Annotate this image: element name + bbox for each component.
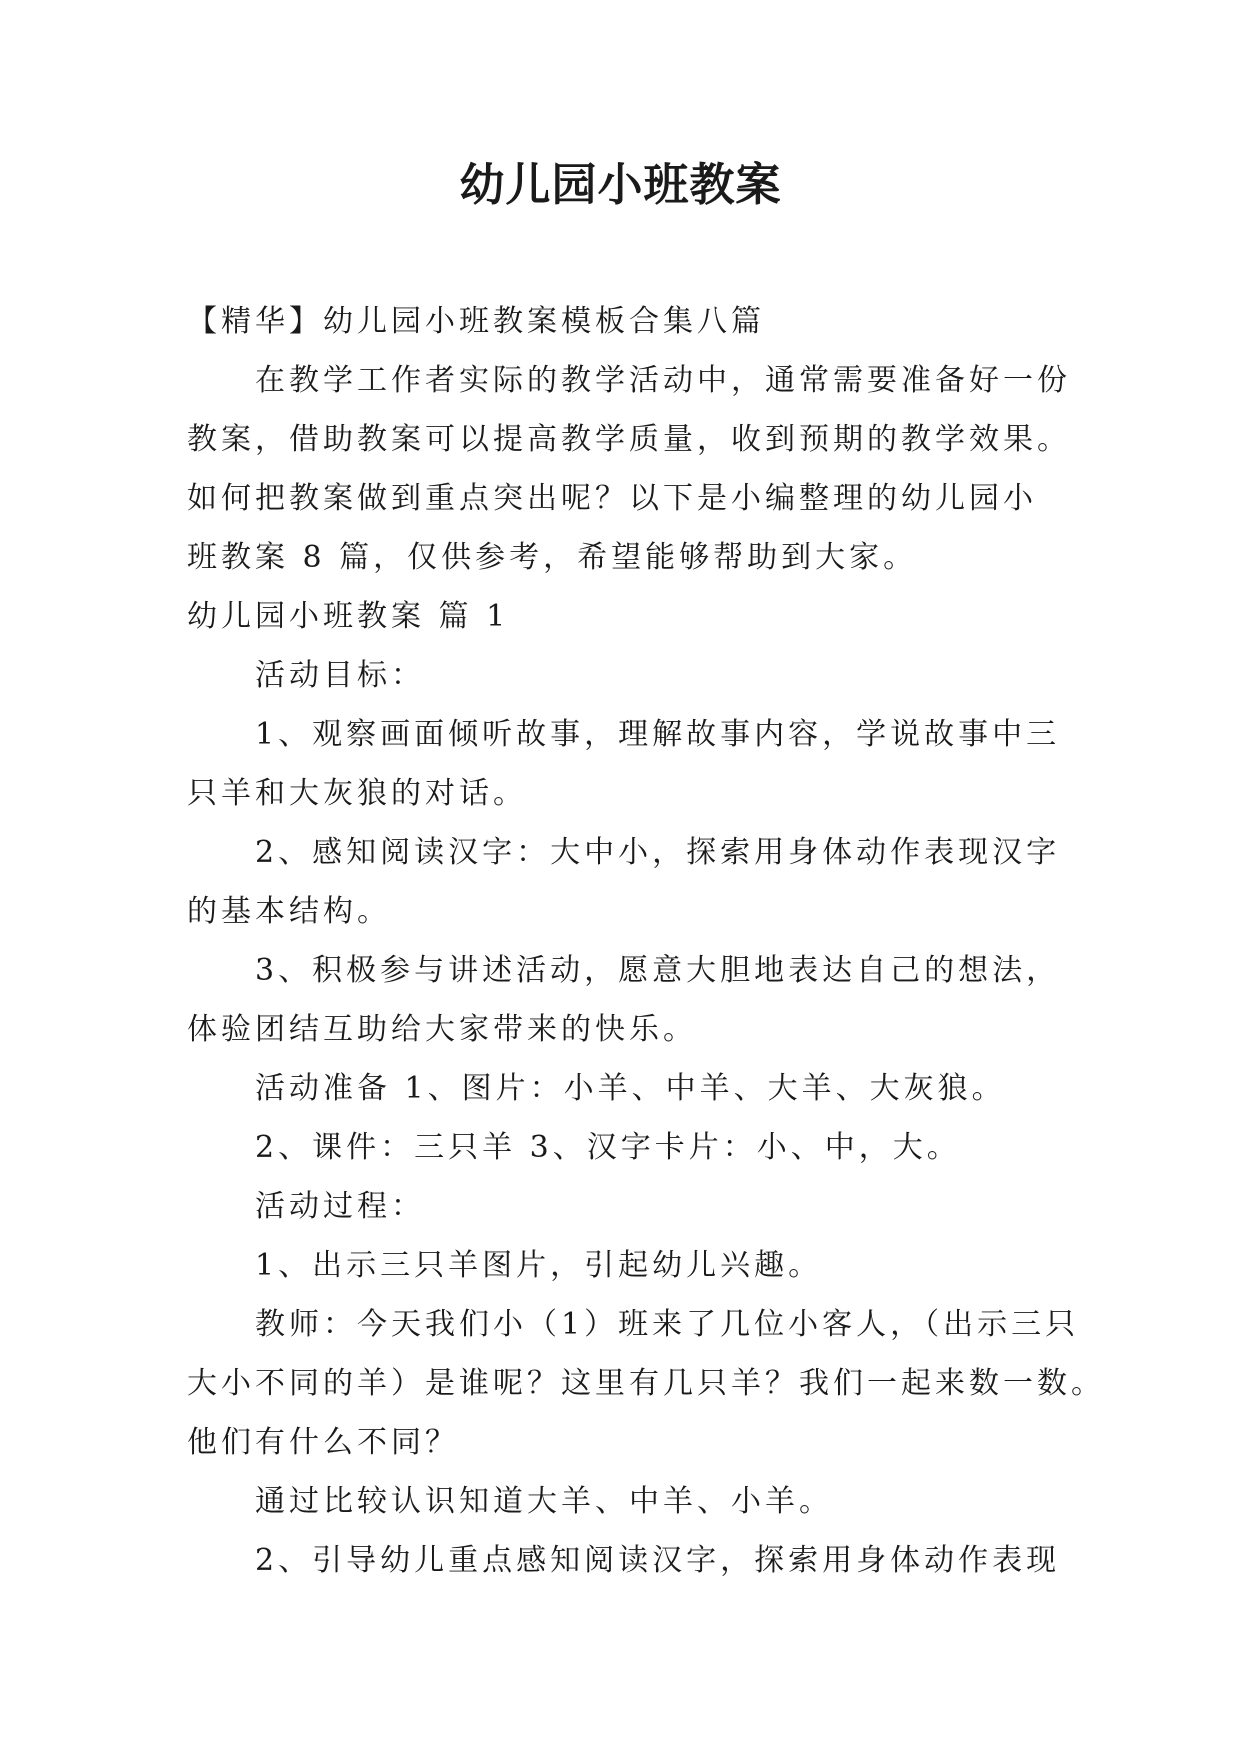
paragraph-line: 只羊和大灰狼的对话。 bbox=[187, 776, 527, 811]
paragraph-line: 3、积极参与讲述活动，愿意大胆地表达自己的想法， bbox=[255, 953, 1061, 988]
paragraph-line: 教师：今天我们小（1）班来了几位小客人，（出示三只 bbox=[255, 1307, 1080, 1342]
paragraph-line: 他们有什么不同？ bbox=[187, 1425, 459, 1460]
document-body bbox=[187, 292, 1105, 1590]
paragraph-line: 的基本结构。 bbox=[187, 894, 391, 929]
paragraph-line: 班教案 8 篇，仅供参考，希望能够帮助到大家。 bbox=[187, 540, 918, 575]
paragraph-line: 体验团结互助给大家带来的快乐。 bbox=[187, 1012, 697, 1047]
paragraph-line: 如何把教案做到重点突出呢？以下是小编整理的幼儿园小 bbox=[187, 481, 1037, 516]
page-title: 幼儿园小班教案 bbox=[459, 158, 782, 211]
paragraph-line: 在教学工作者实际的教学活动中，通常需要准备好一份 bbox=[255, 363, 1071, 398]
paragraph-line: 大小不同的羊）是谁呢？这里有几只羊？我们一起来数一数。 bbox=[187, 1366, 1105, 1401]
paragraph-line: 活动过程： bbox=[255, 1189, 425, 1224]
paragraph-line: 活动准备 1、图片：小羊、中羊、大羊、大灰狼。 bbox=[255, 1071, 1006, 1106]
paragraph-line: 教案，借助教案可以提高教学质量，收到预期的教学效果。 bbox=[187, 422, 1071, 457]
paragraph-line: 活动目标： bbox=[255, 658, 425, 693]
paragraph-line: 1、出示三只羊图片，引起幼儿兴趣。 bbox=[255, 1248, 823, 1283]
paragraph-line: 1、观察画面倾听故事，理解故事内容，学说故事中三 bbox=[255, 717, 1061, 752]
paragraph-line: 2、感知阅读汉字：大中小，探索用身体动作表现汉字 bbox=[255, 835, 1061, 870]
paragraph-line: 通过比较认识知道大羊、中羊、小羊。 bbox=[255, 1484, 833, 1519]
paragraph-line: 【精华】幼儿园小班教案模板合集八篇 bbox=[187, 304, 765, 339]
paragraph-line: 2、课件：三只羊 3、汉字卡片：小、中，大。 bbox=[255, 1130, 961, 1165]
paragraph-line: 幼儿园小班教案 篇 1 bbox=[187, 599, 510, 634]
paragraph-line: 2、引导幼儿重点感知阅读汉字，探索用身体动作表现 bbox=[255, 1543, 1061, 1578]
